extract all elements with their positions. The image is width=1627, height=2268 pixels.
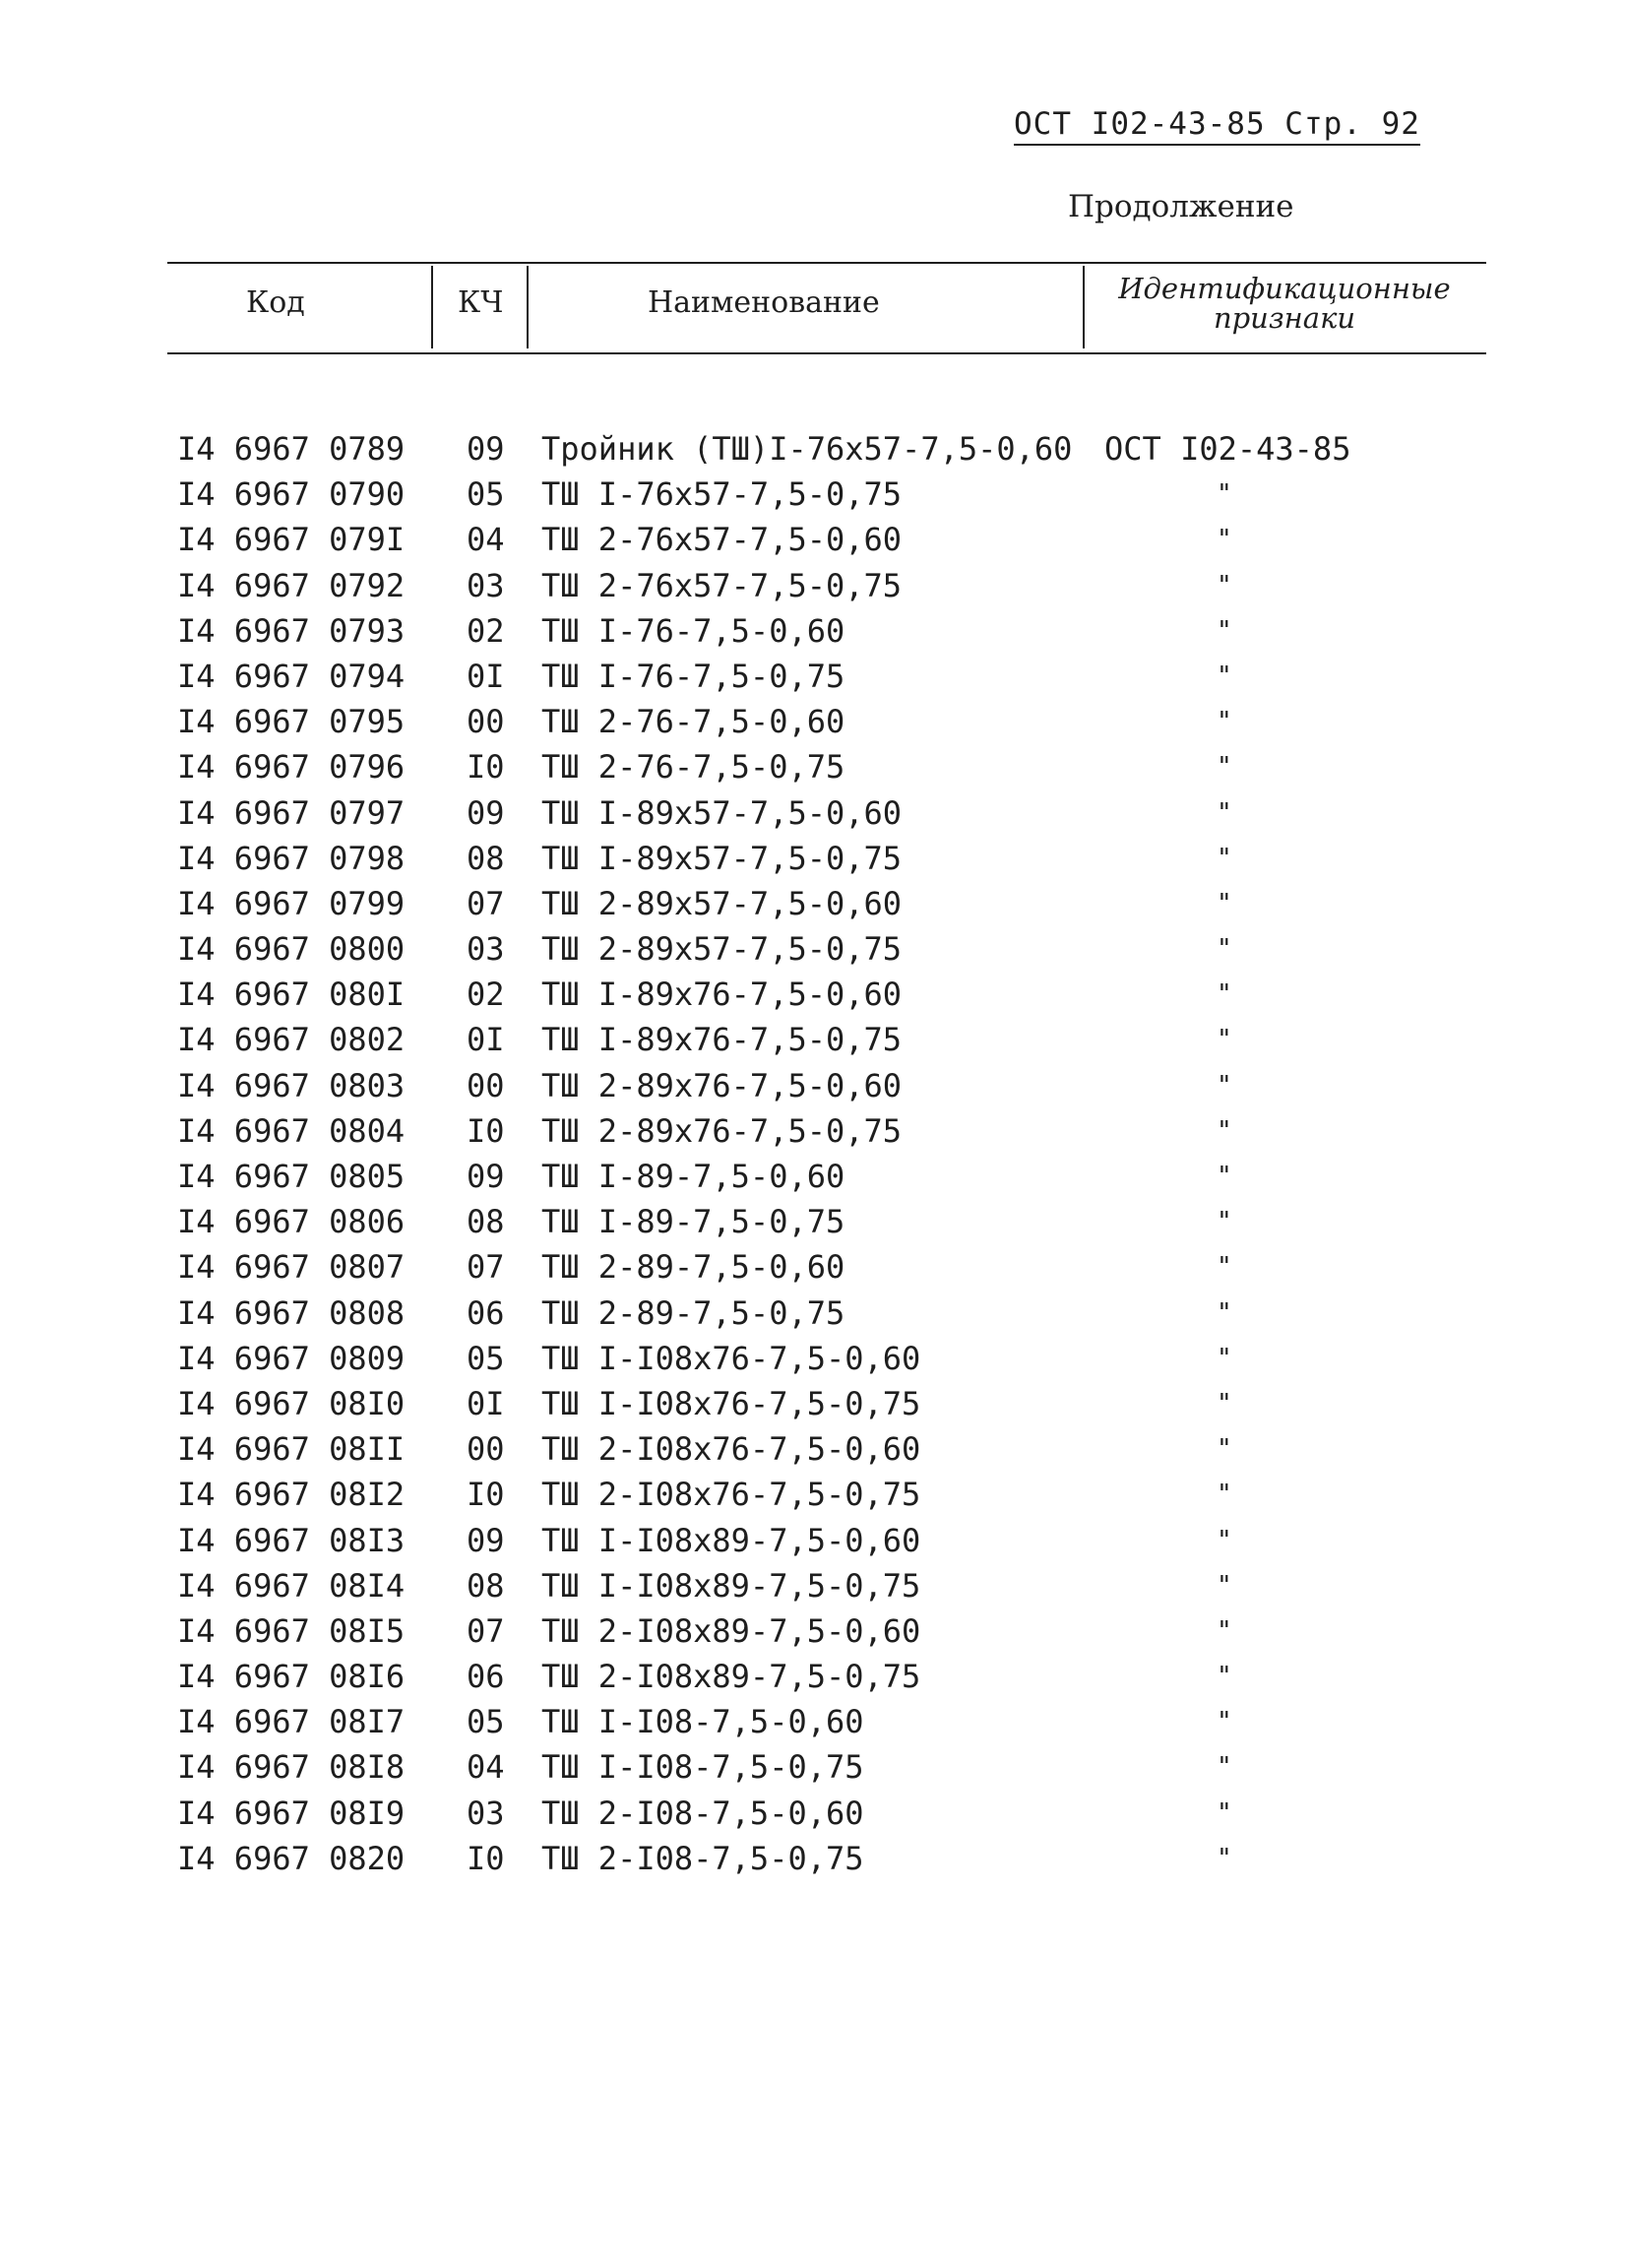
row-kch: 03 [467, 930, 505, 969]
row-ident: " [1217, 570, 1232, 600]
row-kch: 03 [467, 566, 505, 604]
row-kch: 09 [467, 430, 505, 468]
row-kch: 04 [467, 1748, 505, 1787]
row-code: I4 6967 0798 [177, 839, 406, 877]
row-kch: 07 [467, 1611, 505, 1650]
row-code: I4 6967 0820 [177, 1839, 406, 1877]
row-kch: 07 [467, 884, 505, 922]
row-code: I4 6967 08I3 [177, 1521, 406, 1559]
row-code: I4 6967 0790 [177, 475, 406, 514]
row-ident: " [1217, 843, 1232, 873]
row-ident: " [1217, 615, 1232, 646]
row-ident: " [1217, 1480, 1232, 1510]
row-name: ТШ I-89-7,5-0,60 [541, 1158, 845, 1195]
row-name: ТШ 2-76-7,5-0,75 [541, 748, 845, 787]
row-code: I4 6967 0809 [177, 1339, 406, 1377]
row-name: ТШ 2-I08x89-7,5-0,75 [541, 1658, 921, 1696]
row-name: ТШ 2-76-7,5-0,60 [541, 703, 845, 741]
row-name: ТШ I-89x57-7,5-0,60 [541, 793, 903, 832]
row-name: ТШ 2-89x76-7,5-0,60 [541, 1066, 903, 1104]
row-name: ТШ 2-89-7,5-0,60 [541, 1248, 845, 1287]
row-code: I4 6967 080I [177, 976, 406, 1014]
row-name: ТШ 2-89x57-7,5-0,75 [541, 930, 903, 969]
row-kch: 09 [467, 1158, 505, 1195]
row-name: ТШ I-I08-7,5-0,60 [541, 1703, 864, 1741]
col-header-kch: КЧ [458, 285, 504, 320]
row-code: I4 6967 0797 [177, 793, 406, 832]
row-name: ТШ I-I08-7,5-0,75 [541, 1748, 864, 1787]
row-code: I4 6967 08I2 [177, 1476, 406, 1514]
row-kch: 08 [467, 839, 505, 877]
row-name: ТШ I-89-7,5-0,75 [541, 1203, 845, 1241]
row-ident: " [1217, 525, 1232, 555]
row-kch: I0 [467, 1839, 505, 1877]
row-ident: " [1217, 1525, 1232, 1555]
row-name: ТШ I-89x57-7,5-0,75 [541, 839, 903, 877]
table-header-bottom-rule [167, 352, 1486, 354]
row-code: I4 6967 0805 [177, 1158, 406, 1195]
row-ident: " [1217, 1797, 1232, 1828]
row-kch: 06 [467, 1293, 505, 1332]
row-name: ТШ 2-I08x76-7,5-0,75 [541, 1476, 921, 1514]
row-code: I4 6967 08I9 [177, 1794, 406, 1832]
row-kch: I0 [467, 1111, 505, 1150]
row-kch: 07 [467, 1248, 505, 1287]
row-code: I4 6967 08I7 [177, 1703, 406, 1741]
row-name: ТШ 2-89x57-7,5-0,60 [541, 884, 903, 922]
row-code: I4 6967 08II [177, 1430, 406, 1469]
row-name: ТШ I-76x57-7,5-0,75 [541, 475, 903, 514]
row-code: I4 6967 0802 [177, 1021, 406, 1059]
row-name: ТШ 2-89-7,5-0,75 [541, 1293, 845, 1332]
row-kch: 03 [467, 1794, 505, 1832]
row-kch: 0I [467, 657, 505, 695]
row-kch: 05 [467, 475, 505, 514]
row-kch: 00 [467, 1430, 505, 1469]
row-code: I4 6967 0808 [177, 1293, 406, 1332]
row-ident: ОСТ I02-43-85 [1104, 430, 1351, 468]
row-name: ТШ I-I08x89-7,5-0,60 [541, 1521, 921, 1559]
row-kch: I0 [467, 1476, 505, 1514]
row-name: ТШ I-I08x76-7,5-0,75 [541, 1384, 921, 1422]
row-kch: 0I [467, 1384, 505, 1422]
col-header-ident-line1: Идентификационные [1118, 272, 1451, 305]
continuation-label: Продолжение [1068, 189, 1294, 224]
col-separator [431, 266, 433, 348]
row-ident: " [1217, 479, 1232, 510]
row-kch: 08 [467, 1203, 505, 1241]
row-ident: " [1217, 1115, 1232, 1146]
col-header-ident [1107, 274, 1462, 333]
row-name: ТШ I-89x76-7,5-0,60 [541, 976, 903, 1014]
row-code: I4 6967 0793 [177, 611, 406, 650]
row-name: ТШ I-I08x76-7,5-0,60 [541, 1339, 921, 1377]
row-ident: " [1217, 1252, 1232, 1283]
row-name: ТШ I-76-7,5-0,60 [541, 611, 845, 650]
row-name: ТШ 2-I08-7,5-0,75 [541, 1839, 864, 1877]
page-header-ref: ОСТ I02-43-85 Стр. 92 [1014, 106, 1420, 146]
row-ident: " [1217, 1434, 1232, 1465]
row-name: ТШ 2-I08x76-7,5-0,60 [541, 1430, 921, 1469]
row-code: I4 6967 079I [177, 521, 406, 559]
col-header-name: Наименование [648, 285, 880, 320]
row-kch: 09 [467, 1521, 505, 1559]
col-separator [527, 266, 529, 348]
row-code: I4 6967 0806 [177, 1203, 406, 1241]
row-kch: 0I [467, 1021, 505, 1059]
row-ident: " [1217, 1843, 1232, 1873]
row-ident: " [1217, 979, 1232, 1010]
row-code: I4 6967 08I5 [177, 1611, 406, 1650]
row-ident: " [1217, 1662, 1232, 1692]
row-code: I4 6967 08I6 [177, 1658, 406, 1696]
row-code: I4 6967 0789 [177, 430, 406, 468]
row-ident: " [1217, 1070, 1232, 1101]
row-code: I4 6967 0803 [177, 1066, 406, 1104]
row-kch: 04 [467, 521, 505, 559]
row-code: I4 6967 0804 [177, 1111, 406, 1150]
row-ident: " [1217, 1162, 1232, 1191]
row-kch: 00 [467, 703, 505, 741]
row-name: ТШ I-76-7,5-0,75 [541, 657, 845, 695]
row-ident: " [1217, 1297, 1232, 1328]
table-header-top-rule [167, 262, 1486, 264]
row-code: I4 6967 08I0 [177, 1384, 406, 1422]
row-code: I4 6967 08I8 [177, 1748, 406, 1787]
row-name: ТШ I-89x76-7,5-0,75 [541, 1021, 903, 1059]
row-kch: 05 [467, 1339, 505, 1377]
row-name: Тройник (ТШ)I-76x57-7,5-0,60 [541, 430, 1073, 468]
row-code: I4 6967 0807 [177, 1248, 406, 1287]
row-name: ТШ 2-I08x89-7,5-0,60 [541, 1611, 921, 1650]
row-kch: 05 [467, 1703, 505, 1741]
col-header-code: Код [246, 285, 305, 320]
row-ident: " [1217, 1570, 1232, 1601]
col-separator [1083, 266, 1085, 348]
row-ident: " [1217, 1752, 1232, 1783]
row-code: I4 6967 0796 [177, 748, 406, 787]
row-name: ТШ I-I08x89-7,5-0,75 [541, 1566, 921, 1605]
row-ident: " [1217, 1025, 1232, 1055]
row-code: I4 6967 0795 [177, 703, 406, 741]
row-name: ТШ 2-76x57-7,5-0,75 [541, 566, 903, 604]
row-kch: 08 [467, 1566, 505, 1605]
row-ident: " [1217, 661, 1232, 691]
row-name: ТШ 2-I08-7,5-0,60 [541, 1794, 864, 1832]
row-ident: " [1217, 752, 1232, 783]
row-ident: " [1217, 707, 1232, 737]
row-code: I4 6967 0800 [177, 930, 406, 969]
row-ident: " [1217, 1207, 1232, 1237]
row-code: I4 6967 0794 [177, 657, 406, 695]
row-code: I4 6967 0799 [177, 884, 406, 922]
row-name: ТШ 2-89x76-7,5-0,75 [541, 1111, 903, 1150]
row-code: I4 6967 0792 [177, 566, 406, 604]
row-ident: " [1217, 934, 1232, 965]
row-code: I4 6967 08I4 [177, 1566, 406, 1605]
row-ident: " [1217, 1388, 1232, 1418]
row-ident: " [1217, 888, 1232, 918]
row-kch: 06 [467, 1658, 505, 1696]
row-kch: 09 [467, 793, 505, 832]
row-kch: I0 [467, 748, 505, 787]
row-ident: " [1217, 797, 1232, 828]
row-kch: 02 [467, 976, 505, 1014]
row-ident: " [1217, 1343, 1232, 1373]
row-kch: 02 [467, 611, 505, 650]
row-ident: " [1217, 1707, 1232, 1737]
row-name: ТШ 2-76x57-7,5-0,60 [541, 521, 903, 559]
col-header-ident-line2: признаки [1213, 301, 1356, 335]
row-ident: " [1217, 1615, 1232, 1646]
row-kch: 00 [467, 1066, 505, 1104]
